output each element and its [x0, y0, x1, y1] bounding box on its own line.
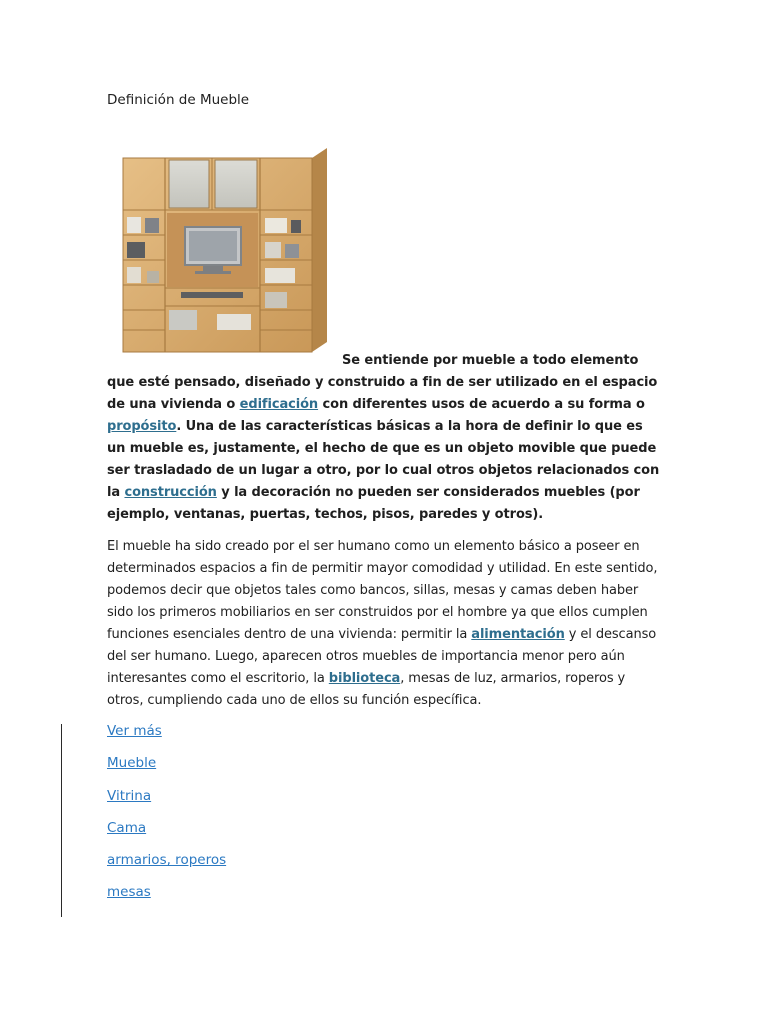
- link-vitrina[interactable]: Vitrina: [107, 787, 152, 804]
- body-text-2: y el descanso del ser humano. Luego, aparecen otros muebles de importancia menor pero aún interesantes como el escritorio, la: [107, 627, 657, 686]
- body-text-1: El mueble ha sido creado por el ser humano como un elemento básico a poseer en determinados espacios a fin de permitir mayor comodidad y utilidad. En este sentido, podemos decir que objetos tales como bancos, sillas, mesas y camas deben haber sido los primeros mobiliarios en ser construidos por el hombre ya que ellos cumplen funciones esenciales dentro de una vivienda: permitir la: [107, 539, 658, 642]
- link-construccion[interactable]: construcción: [124, 485, 217, 500]
- link-edificacion[interactable]: edificación: [239, 397, 319, 412]
- link-mesas[interactable]: mesas: [107, 884, 151, 901]
- document-title: Definición de Mueble: [107, 92, 250, 108]
- intro-text-1: Se entiende por mueble a todo elemento que esté pensado, diseñado y construido a fin de ser utilizado en el espacio de una vivienda o: [107, 353, 658, 412]
- related-links-list: [107, 721, 226, 915]
- link-mueble[interactable]: Mueble: [107, 755, 157, 772]
- link-biblioteca[interactable]: biblioteca: [328, 671, 401, 686]
- change-bar: [61, 724, 62, 917]
- link-armarios-roperos[interactable]: armarios, roperos: [107, 852, 227, 869]
- intro-text-4: y la decoración no pueden ser considerados muebles (por ejemplo, ventanas, puertas, techos, pisos, paredes y otros).: [107, 485, 640, 522]
- link-cama[interactable]: Cama: [107, 819, 147, 836]
- link-alimentacion[interactable]: alimentación: [471, 627, 565, 642]
- link-ver-mas[interactable]: Ver más: [107, 723, 162, 739]
- intro-paragraph: [107, 350, 663, 526]
- intro-text-3: . Una de las características básicas a la hora de definir lo que es un mueble es, justamente, el hecho de que es un objeto movible que puede ser trasladado de un lugar a otro, por lo cual otros objetos relacionados con la: [107, 419, 660, 500]
- furniture-image: [107, 120, 343, 362]
- link-proposito[interactable]: propósito: [107, 419, 177, 434]
- body-text-3: , mesas de luz, armarios, roperos y otros, cumpliendo cada uno de ellos su función específica.: [107, 671, 626, 708]
- body-paragraph: [107, 536, 663, 712]
- intro-text-2: con diferentes usos de acuerdo a su forma o: [318, 397, 645, 412]
